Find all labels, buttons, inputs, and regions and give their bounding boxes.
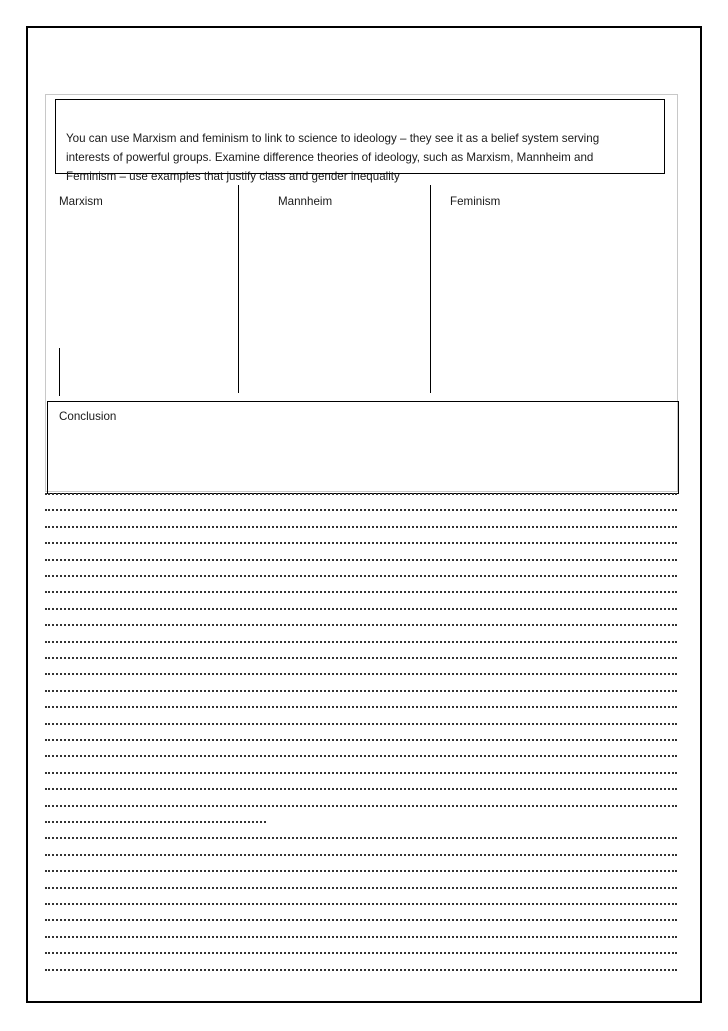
writing-line[interactable]: [45, 575, 677, 577]
writing-line[interactable]: [45, 509, 677, 511]
writing-line[interactable]: [45, 755, 677, 757]
writing-line[interactable]: [45, 952, 677, 954]
writing-line[interactable]: [45, 788, 677, 790]
writing-line[interactable]: [45, 542, 677, 544]
column-divider-middle: [238, 185, 239, 393]
column-heading-feminism: Feminism: [450, 195, 501, 208]
column-heading-marxism: Marxism: [59, 195, 103, 208]
instructions-box: [55, 99, 665, 183]
writing-line[interactable]: [45, 821, 266, 823]
column-divider-left: [59, 348, 60, 396]
writing-line[interactable]: [45, 887, 677, 889]
instructions-text: You can use Marxism and feminism to link to science to ideology – they see it as a belief system serving interests of powerful groups. Examine difference theories of ideology, such as Marxism, Mannheim and Feminism – use examples that justify class and gender inequality: [66, 132, 600, 183]
writing-line[interactable]: [45, 739, 677, 741]
conclusion-box[interactable]: [47, 401, 679, 494]
column-heading-mannheim: Mannheim: [278, 195, 333, 208]
writing-line[interactable]: [45, 870, 677, 872]
writing-line[interactable]: [45, 591, 677, 593]
writing-line[interactable]: [45, 624, 677, 626]
writing-line[interactable]: [45, 608, 677, 610]
writing-line[interactable]: [45, 706, 677, 708]
writing-line[interactable]: [45, 657, 677, 659]
writing-line[interactable]: [45, 526, 677, 528]
writing-line[interactable]: [45, 854, 677, 856]
writing-line[interactable]: [45, 936, 677, 938]
writing-line[interactable]: [45, 641, 677, 643]
writing-line[interactable]: [45, 919, 677, 921]
writing-line[interactable]: [45, 772, 677, 774]
writing-line[interactable]: [45, 690, 677, 692]
conclusion-label: Conclusion: [59, 410, 117, 423]
writing-line[interactable]: [45, 805, 677, 807]
writing-line[interactable]: [45, 559, 677, 561]
writing-line[interactable]: [45, 673, 677, 675]
column-divider-right: [430, 185, 431, 393]
writing-line[interactable]: [45, 903, 677, 905]
writing-line[interactable]: [45, 837, 677, 839]
writing-line[interactable]: [45, 969, 677, 971]
writing-line[interactable]: [45, 723, 677, 725]
writing-line[interactable]: [45, 493, 677, 495]
